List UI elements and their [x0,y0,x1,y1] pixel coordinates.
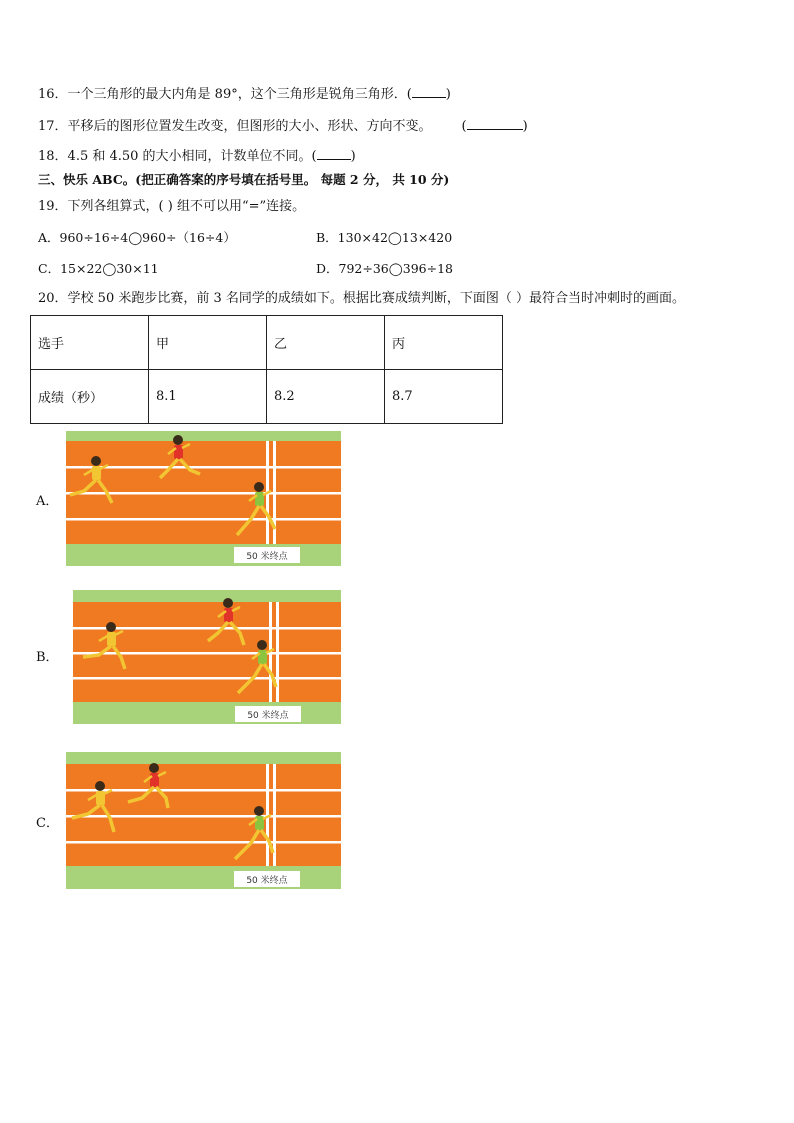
table-header-cell: 丙 [385,316,503,370]
track-illustration [73,590,341,724]
table-cell: 成绩（秒） [31,370,149,424]
question-16 [38,83,451,104]
finish-label: 50 米终点 [246,552,288,562]
section-3-heading: 三、快乐 ABC。(把正确答案的序号填在括号里。 每题 2 分， 共 10 分) [38,172,450,187]
track-illustration [66,431,341,566]
finish-label: 50 米终点 [247,711,289,721]
table-row [31,370,503,424]
finish-label: 50 米终点 [246,876,288,886]
question-20-text: 20．学校 50 米跑步比赛，前 3 名同学的成绩如下。根据比赛成绩判断，下面图（ ）最符合当时冲刺时的画面。 [38,291,686,306]
table-row [31,316,503,370]
table-header-cell: 甲 [149,316,267,370]
track-illustration [66,752,341,889]
answer-blank-18[interactable] [317,145,351,160]
score-table [30,315,503,424]
q19-option-d[interactable]: D．792÷36◯396÷18 [316,261,453,276]
track-image-c[interactable] [66,752,341,889]
answer-blank-17[interactable] [467,115,523,130]
question-18-text: 18．4.5 和 4.50 的大小相同，计数单位不同。( [38,149,317,164]
table-header-cell: 乙 [267,316,385,370]
question-19-text: 19．下列各组算式，( ) 组不可以用“=”连接。 [38,199,306,214]
question-17-close: ) [522,119,528,134]
question-16-close: ) [445,87,451,102]
question-16-text: 16．一个三角形的最大内角是 89°，这个三角形是锐角三角形．( [38,87,412,102]
q19-option-b[interactable]: B．130×42◯13×420 [316,230,453,245]
image-option-b-label[interactable]: B． [36,650,59,665]
table-header-cell: 选手 [31,316,149,370]
question-18-close: ) [350,149,356,164]
question-18 [38,145,356,166]
table-cell: 8.2 [267,370,385,424]
image-option-a-label[interactable]: A． [36,494,59,509]
track-image-b[interactable] [73,590,341,724]
image-option-c-label[interactable]: C． [36,816,59,831]
table-cell: 8.1 [149,370,267,424]
question-17-text: 17．平移后的图形位置发生改变，但图形的大小、形状、方向不变。 [38,119,432,134]
question-17-open: ( [461,119,467,134]
q19-option-c[interactable]: C．15×22◯30×11 [38,261,159,276]
q19-option-a[interactable]: A．960÷16÷4◯960÷（16÷4） [38,230,236,245]
track-image-a[interactable] [66,431,341,566]
table-cell: 8.7 [385,370,503,424]
answer-blank-16[interactable] [412,83,446,98]
question-17 [38,115,528,136]
